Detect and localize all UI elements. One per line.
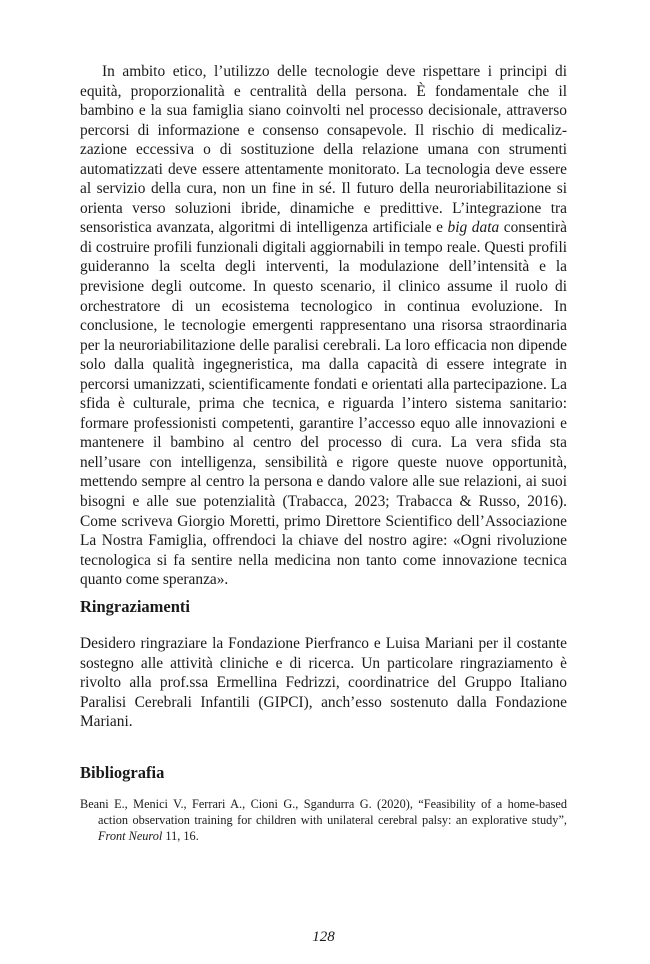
reference-entry: [80, 796, 567, 844]
main-paragraph-part2: consentirà di costruire profili funzionali digitali aggiornabili in tempo reale. Questi profili guideranno la scelta degli interventi, la modulazione dell’intensità e la previsione degli outcome. In questo scenario, il clinico assume il ruolo di orchestratore di un ecosistema tecnologico in continua evoluzione. In conclusione, le tecnologie emergenti rappresentano una risorsa straordinaria per la neuroriabilitazione delle paralisi cerebrali. La loro efficacia non dipende solo dalla qualità ingegneristica, ma dalla capacità di essere integrate in percorsi umanizzati, scientificamente fondati e orientati alla partecipazione. La sfida è culturale, prima che tecnica, e riguarda l’intero sistema sanitario: formare professionisti competenti, garantire l’accesso equo alle innovazioni e mantenere il bambino al centro del processo di cura. La vera sfida sta nell’usare con intelligenza, sensibilità e rigore queste nuove opportunità, mettendo sempre al centro la persona e dando valore alle sue relazioni, ai suoi bisogni e alle sue potenzialità (Trabacca, 2023; Trabacca & Russo, 2016). Come scriveva Giorgio Moretti, primo Direttore Scientifico dell’Associazione La Nostra Famiglia, offrendoci la chiave del nostro agire: «Ogni rivoluzione tecnologica si fa sentire nella medicina non tanto come innovazione tecnica quanto come speranza».: [80, 219, 568, 589]
page-number: 128: [312, 929, 335, 945]
reference-journal: Front Neurol: [98, 829, 163, 843]
main-paragraph-part1: In ambito etico, l’utilizzo delle tecnologie deve rispettare i principi di equità, proporzionalità e centralità della persona. È fondamentale che il bambino e la sua famiglia siano coinvolti nel processo decisionale, attraverso percorsi di informazione e consenso consapevole. Il rischio di medicalizzazione eccessiva o di sostituzione della relazione umana con strumenti automatizzati deve essere attentamente monitorato. La tecnologia deve essere al servizio della cura, non un fine in sé. Il futuro della neuroriabilitazione si orienta verso soluzioni ibride, dinamiche e predittive. L’integrazione tra sensoristica avanzata, algoritmi di intelligenza artificiale e: [80, 63, 567, 237]
reference-details: 11, 16.: [162, 829, 199, 843]
main-paragraph: [80, 62, 567, 590]
reference-authors-title: Beani E., Menici V., Ferrari A., Cioni G., Sgandurra G. (2020), “Feasibility of a home-based action observation training for children with unilateral cerebral palsy: an explorative study”,: [80, 797, 567, 827]
heading-bibliografia: Bibliografia: [80, 763, 165, 782]
italic-term-big-data: big data: [447, 219, 500, 237]
book-page: [80, 62, 568, 945]
ringraziamenti-paragraph: Desidero ringraziare la Fondazione Pierfranco e Luisa Mariani per il costante sostegno alle attività cliniche e di ricerca. Un particolare ringraziamento è rivolto alla prof.ssa Ermellina Fedrizzi, coordinatrice del Gruppo Italiano Paralisi Cerebrali Infantili (GIPCI), anch’esso sostenuto dalla Fondazione Mariani.: [80, 635, 567, 731]
heading-ringraziamenti: Ringraziamenti: [80, 597, 190, 616]
reference-list: [80, 796, 567, 844]
